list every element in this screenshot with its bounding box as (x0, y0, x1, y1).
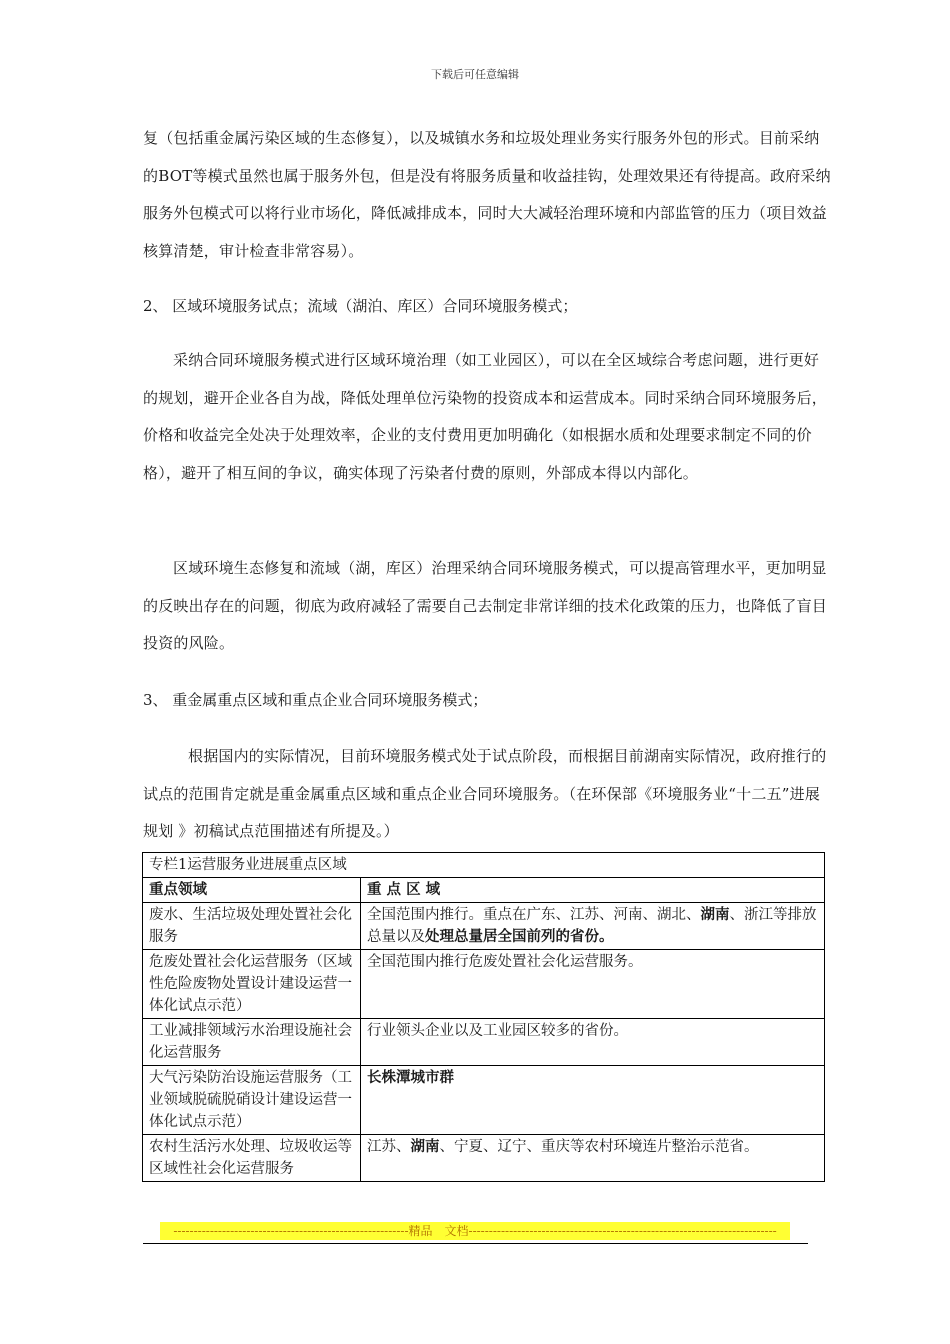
key-areas-table (142, 852, 825, 1182)
page-header: 下载后可任意编辑 (431, 68, 519, 81)
area-cell: 全国范围内推行危废处置社会化运营服务。 (361, 950, 825, 1019)
field-cell: 废水、生活垃圾处理处置社会化服务 (143, 903, 361, 950)
area-text-bold: 长株潭城市群 (367, 1069, 454, 1086)
area-text: 江苏、 (367, 1139, 411, 1155)
area-text: 、浙江等排放总量以及 (367, 907, 817, 945)
table-row (143, 903, 825, 950)
area-text-bold: 处理总量居全国前列的省份。 (425, 928, 614, 945)
column-header-area: 重 点 区 域 (361, 878, 825, 903)
section-heading-2: 2、 区域环境服务试点；流域（湖泊、库区）合同环境服务模式； (143, 297, 578, 315)
table-row (143, 1135, 825, 1182)
paragraph-4: 根据国内的实际情况，目前环境服务模式处于试点阶段，而根据目前湖南实际情况，政府推行的试点的范围肯定就是重金属重点区域和重点企业合同环境服务。（在环保部《环境服务业“十二五”进展规划 》初稿试点范围描述有所提及。） (143, 747, 827, 840)
field-cell: 工业减排领域污水治理设施社会化运营服务 (143, 1019, 361, 1066)
table-row (143, 950, 825, 1019)
field-cell: 危废处置社会化运营服务（区域性危险废物处置设计建设运营一体化试点示范） (143, 950, 361, 1019)
paragraph-3: 区域环境生态修复和流域（湖，库区）治理采纳合同环境服务模式，可以提高管理水平，更加明显的反映出存在的问题，彻底为政府减轻了需要自己去制定非常详细的技术化政策的压力，也降低了盲目投资的风险。 (143, 559, 828, 652)
paragraph-1: 复（包括重金属污染区域的生态修复），以及城镇水务和垃圾处理业务实行服务外包的形式。目前采纳的BOT等模式虽然也属于服务外包，但是没有将服务质量和收益挂钩，处理效果还有待提高。政府采纳服务外包模式可以将行业市场化，降低减排成本，同时大大减轻治理环境和内部监管的压力（项目效益核算清楚，审计检查非常容易）。 (143, 129, 831, 260)
area-text: 、宁夏、辽宁、重庆等农村环境连片整治示范省。 (439, 1139, 759, 1155)
area-text: 全国范围内推行。重点在广东、江苏、河南、湖北、 (367, 907, 701, 923)
footer-dashes-left: ---------------------------------------------------------- (173, 1224, 409, 1238)
area-text-bold: 湖南 (700, 906, 730, 923)
column-header-field: 重点领域 (143, 878, 361, 903)
area-cell (361, 1135, 825, 1182)
table-row (143, 1019, 825, 1066)
field-cell: 农村生活污水处理、垃圾收运等区域性社会化运营服务 (143, 1135, 361, 1182)
footer-label: 精品 文档 (408, 1224, 469, 1238)
table-row (143, 1066, 825, 1135)
footer-rule (143, 1243, 808, 1244)
section-heading-3: 3、 重金属重点区域和重点企业合同环境服务模式； (143, 691, 488, 709)
table-caption: 专栏1运营服务业进展重点区域 (143, 853, 825, 878)
footer-banner (160, 1222, 790, 1240)
paragraph-2: 采纳合同环境服务模式进行区域环境治理（如工业园区），可以在全区域综合考虑问题，进行更好的规划，避开企业各自为战，降低处理单位污染物的投资成本和运营成本。同时采纳合同环境服务后，价格和收益完全处决于处理效率，企业的支付费用更加明确化（如根据水质和处理要求制定不同的价格），避开了相互间的争议，确实体现了污染者付费的原则，外部成本得以内部化。 (143, 351, 828, 482)
area-cell (361, 1066, 825, 1135)
area-cell: 行业领头企业以及工业园区较多的省份。 (361, 1019, 825, 1066)
field-cell: 大气污染防治设施运营服务（工业领域脱硫脱硝设计建设运营一体化试点示范） (143, 1066, 361, 1135)
area-text-bold: 湖南 (410, 1138, 440, 1155)
footer-dashes-right: ---------------------------------------------------------------------------- (468, 1224, 777, 1238)
area-cell (361, 903, 825, 950)
